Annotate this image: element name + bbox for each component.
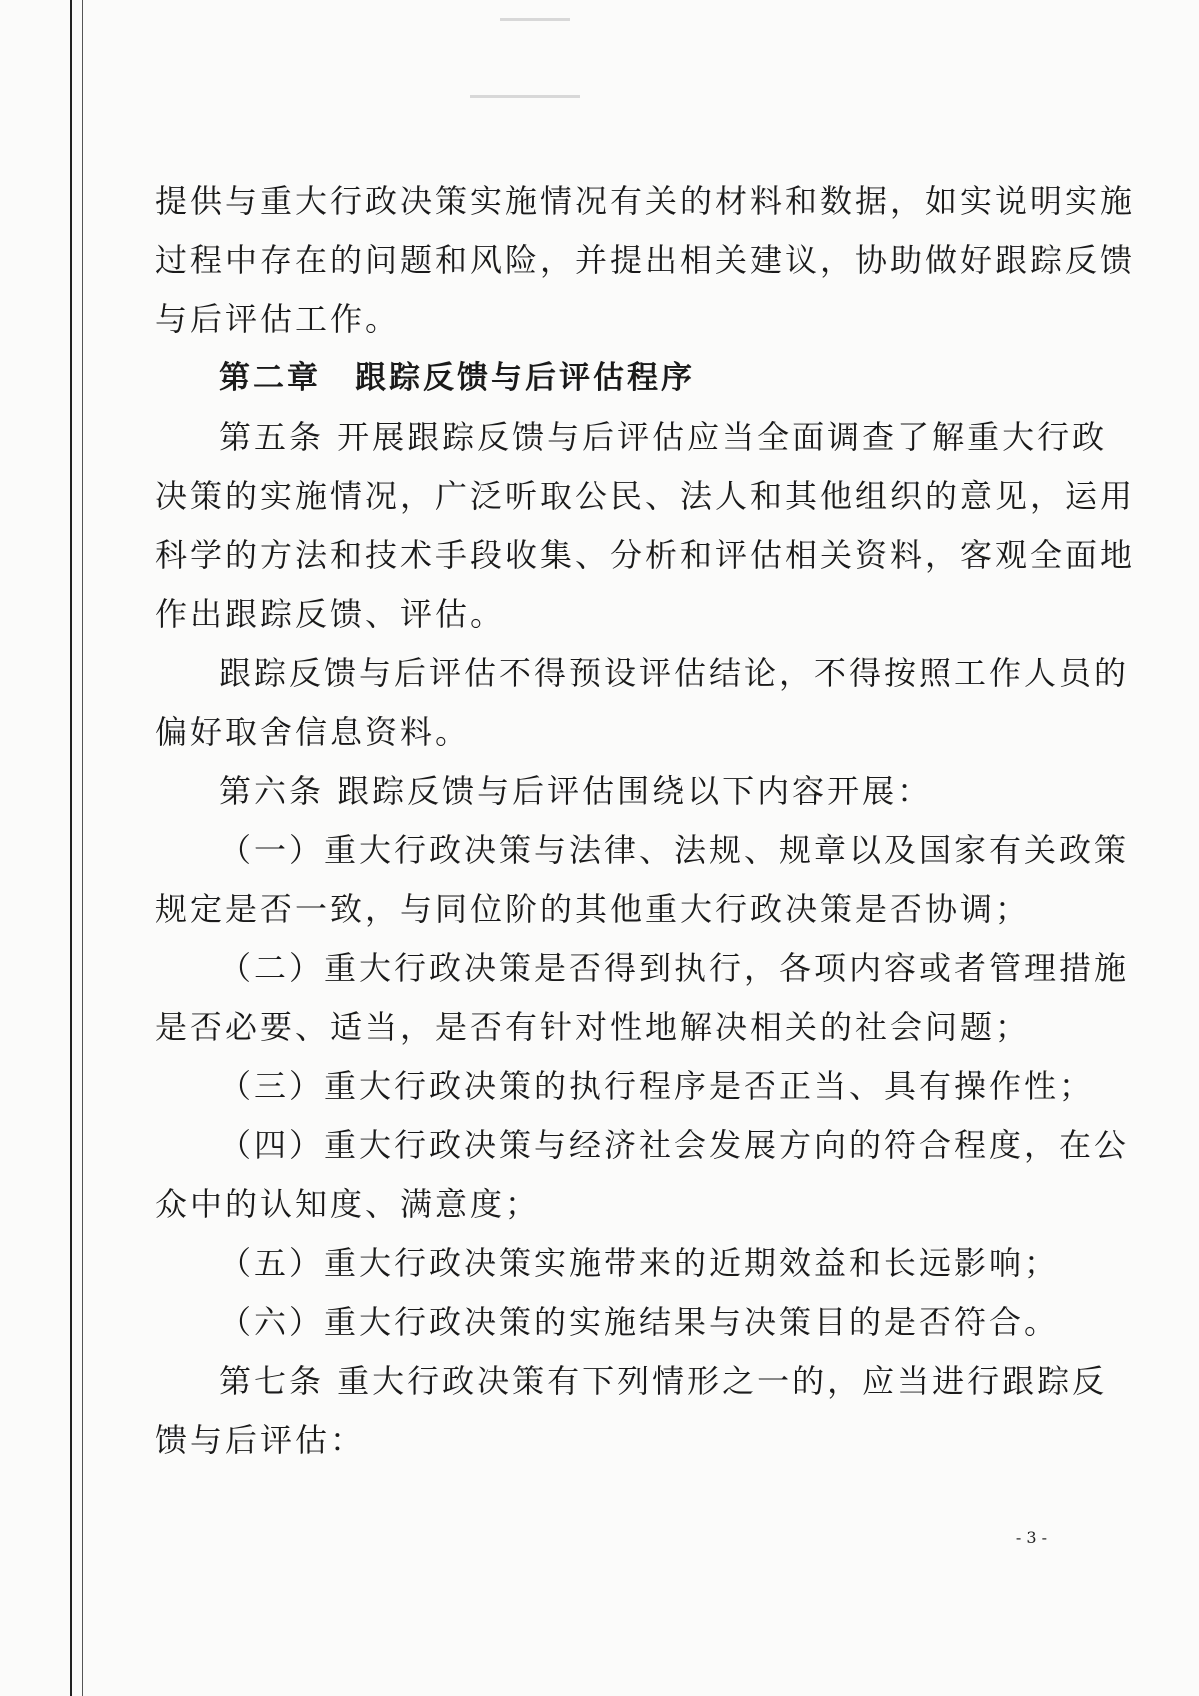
binding-line-right [82, 0, 83, 1696]
paragraph-line: 与后评估工作。 [155, 300, 401, 338]
article-5-line: 第五条 开展跟踪反馈与后评估应当全面调查了解重大行政 [219, 418, 1108, 456]
paragraph-line: 规定是否一致，与同位阶的其他重大行政决策是否协调； [155, 890, 1031, 928]
article-6-line: 第六条 跟踪反馈与后评估围绕以下内容开展： [219, 772, 933, 810]
paragraph-line: 过程中存在的问题和风险，并提出相关建议，协助做好跟踪反馈 [155, 241, 1136, 279]
body-text [155, 172, 1136, 1470]
list-item-3: （三）重大行政决策的执行程序是否正当、具有操作性； [219, 1067, 1095, 1105]
paragraph-line: 跟踪反馈与后评估不得预设评估结论，不得按照工作人员的 [219, 654, 1130, 692]
paragraph-line: 科学的方法和技术手段收集、分析和评估相关资料，客观全面地 [155, 536, 1136, 574]
paragraph-line: 是否必要、适当，是否有针对性地解决相关的社会问题； [155, 1008, 1031, 1046]
paragraph-line: 馈与后评估： [155, 1421, 366, 1459]
binding-line-left [70, 0, 72, 1696]
page-number: - 3 - [1015, 1528, 1047, 1547]
bleed-through-mark [500, 18, 570, 21]
paragraph-line: 提供与重大行政决策实施情况有关的材料和数据，如实说明实施 [155, 182, 1136, 220]
list-item-5: （五）重大行政决策实施带来的近期效益和长远影响； [219, 1244, 1060, 1282]
paragraph-line: 作出跟踪反馈、评估。 [155, 595, 506, 633]
bleed-through-mark [470, 95, 580, 98]
paragraph-line: 众中的认知度、满意度； [155, 1185, 541, 1223]
chapter-heading: 第二章 跟踪反馈与后评估程序 [219, 360, 695, 396]
list-item-1: （一）重大行政决策与法律、法规、规章以及国家有关政策 [219, 831, 1130, 869]
paragraph-line: 偏好取舍信息资料。 [155, 713, 471, 751]
list-item-4: （四）重大行政决策与经济社会发展方向的符合程度，在公 [219, 1126, 1130, 1164]
paragraph-line: 决策的实施情况，广泛听取公民、法人和其他组织的意见，运用 [155, 477, 1136, 515]
list-item-6: （六）重大行政决策的实施结果与决策目的是否符合。 [219, 1303, 1060, 1341]
article-7-line: 第七条 重大行政决策有下列情形之一的，应当进行跟踪反 [219, 1362, 1108, 1400]
list-item-2: （二）重大行政决策是否得到执行，各项内容或者管理措施 [219, 949, 1130, 987]
